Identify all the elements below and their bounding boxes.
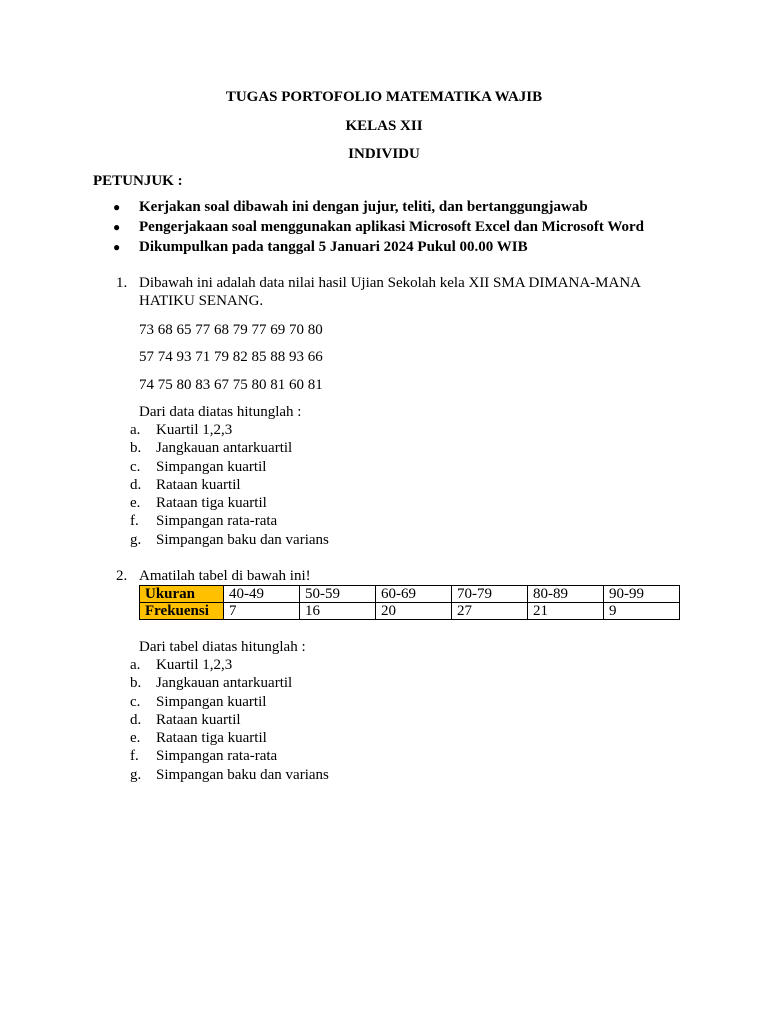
data-line-3: 74 75 80 83 67 75 80 81 60 81 xyxy=(139,377,323,393)
item-text: Simpangan baku dan varians xyxy=(156,531,329,548)
item-text: Simpangan baku dan varians xyxy=(156,766,329,783)
table-cell: 7 xyxy=(224,603,300,620)
question-2-prompt: Dari tabel diatas hitunglah : xyxy=(139,639,306,655)
table-cell: 27 xyxy=(452,603,528,620)
table-cell: 21 xyxy=(528,603,604,620)
item-text: Simpangan rata-rata xyxy=(156,748,278,765)
table-cell: 16 xyxy=(300,603,376,620)
item-letter: e. xyxy=(130,495,141,512)
instruction-item xyxy=(113,217,733,237)
question-2-text: Amatilah tabel di bawah ini! xyxy=(139,568,311,584)
item-text: Simpangan kuartil xyxy=(156,458,267,475)
table-cell: 9 xyxy=(604,603,680,620)
item-text: Rataan tiga kuartil xyxy=(156,730,267,747)
bullet-icon: ● xyxy=(113,220,121,234)
list-item xyxy=(130,531,630,549)
list-item xyxy=(130,421,630,439)
list-item xyxy=(130,693,630,711)
item-text: Rataan tiga kuartil xyxy=(156,495,267,512)
instruction-item xyxy=(113,237,733,257)
list-item xyxy=(130,766,630,784)
list-item xyxy=(130,729,630,747)
instruction-item xyxy=(113,197,733,217)
question-1-number: 1. xyxy=(116,275,128,291)
item-letter: g. xyxy=(130,766,142,783)
item-letter: c. xyxy=(130,458,141,475)
item-text: Simpangan kuartil xyxy=(156,693,267,710)
question-2-items xyxy=(130,656,630,784)
instructions-heading: PETUNJUK : xyxy=(93,173,183,189)
instruction-text: Dikumpulkan pada tanggal 5 Januari 2024 Pukul 00.00 WIB xyxy=(139,239,528,255)
item-letter: g. xyxy=(130,531,142,548)
table-cell: 60-69 xyxy=(376,586,452,603)
list-item xyxy=(130,512,630,530)
item-letter: d. xyxy=(130,476,142,493)
data-line-2: 57 74 93 71 79 82 85 88 93 66 xyxy=(139,349,323,365)
item-text: Simpangan rata-rata xyxy=(156,513,278,530)
list-item xyxy=(130,711,630,729)
table-cell: 80-89 xyxy=(528,586,604,603)
document-type: INDIVIDU xyxy=(348,146,420,162)
item-letter: b. xyxy=(130,440,142,457)
frequency-table xyxy=(139,585,680,620)
document-class: KELAS XII xyxy=(345,118,423,134)
item-letter: b. xyxy=(130,675,142,692)
bullet-icon: ● xyxy=(113,240,121,254)
item-letter: c. xyxy=(130,693,141,710)
list-item xyxy=(130,458,630,476)
item-text: Kuartil 1,2,3 xyxy=(156,422,233,438)
question-2-number: 2. xyxy=(116,568,128,584)
data-line-1: 73 68 65 77 68 79 77 69 70 80 xyxy=(139,322,323,338)
list-item xyxy=(130,674,630,692)
bullet-icon: ● xyxy=(113,200,121,214)
table-header-cell: Ukuran xyxy=(140,586,224,603)
list-item xyxy=(130,747,630,765)
list-item xyxy=(130,656,630,674)
item-letter: a. xyxy=(130,657,141,673)
instruction-text: Kerjakan soal dibawah ini dengan jujur, teliti, dan bertanggungjawab xyxy=(139,199,588,215)
table-cell: 90-99 xyxy=(604,586,680,603)
table-cell: 70-79 xyxy=(452,586,528,603)
item-text: Kuartil 1,2,3 xyxy=(156,657,233,673)
item-letter: d. xyxy=(130,711,142,728)
item-letter: f. xyxy=(130,748,139,765)
table-cell: 20 xyxy=(376,603,452,620)
list-item xyxy=(130,476,630,494)
item-text: Jangkauan antarkuartil xyxy=(156,675,293,692)
item-letter: f. xyxy=(130,513,139,530)
question-1-text: Dibawah ini adalah data nilai hasil Ujian Sekolah kela XII SMA DIMANA-MANA HATIKU SENANG. xyxy=(139,275,641,309)
item-text: Rataan kuartil xyxy=(156,476,241,493)
question-1-prompt: Dari data diatas hitunglah : xyxy=(139,404,302,420)
question-1-items xyxy=(130,421,630,549)
instructions-list xyxy=(113,197,733,257)
item-text: Rataan kuartil xyxy=(156,711,241,728)
table-row xyxy=(140,586,680,603)
item-letter: e. xyxy=(130,730,141,747)
table-row xyxy=(140,603,680,620)
item-text: Jangkauan antarkuartil xyxy=(156,440,293,457)
instruction-text: Pengerjakaan soal menggunakan aplikasi Microsoft Excel dan Microsoft Word xyxy=(139,219,645,235)
table-cell: 50-59 xyxy=(300,586,376,603)
list-item xyxy=(130,494,630,512)
table-header-cell: Frekuensi xyxy=(140,603,224,620)
list-item xyxy=(130,439,630,457)
item-letter: a. xyxy=(130,422,141,438)
table-cell: 40-49 xyxy=(224,586,300,603)
document-title: TUGAS PORTOFOLIO MATEMATIKA WAJIB xyxy=(225,89,543,105)
